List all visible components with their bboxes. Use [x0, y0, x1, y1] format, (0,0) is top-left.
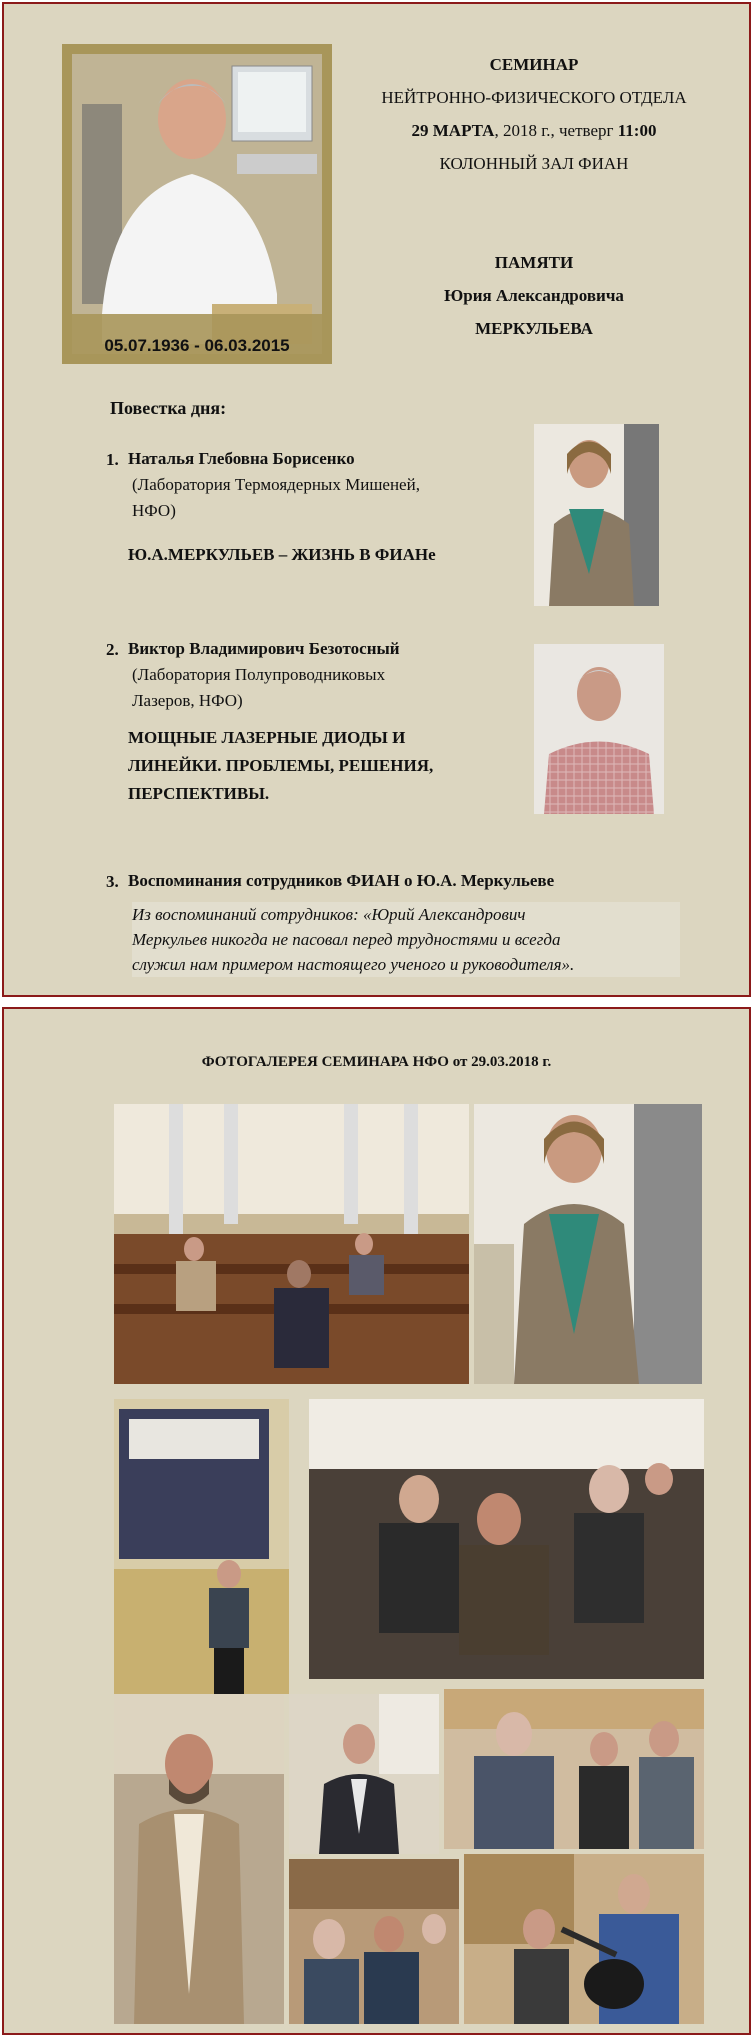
department-name: НЕЙТРОННО-ФИЗИЧЕСКОГО ОТДЕЛА	[381, 88, 687, 107]
agenda-item-2	[128, 636, 528, 808]
speaker-affiliation: Лазеров, НФО)	[132, 691, 243, 710]
photo-gallery-panel	[2, 1007, 751, 2035]
quote-line: Меркульев никогда не пасовал перед трудностями и всегда	[132, 930, 561, 949]
talk-topic-line: МОЩНЫЕ ЛАЗЕРНЫЕ ДИОДЫ И	[128, 728, 406, 747]
memorial-header	[334, 246, 734, 345]
speaker-name: Наталья Глебовна Борисенко	[128, 449, 355, 468]
agenda-item-number: 1.	[106, 450, 119, 469]
memorial-surname: МЕРКУЛЬЕВА	[475, 319, 593, 338]
seminar-date: 29 МАРТА	[411, 121, 495, 140]
portrait-photo	[62, 44, 332, 364]
agenda-item-1	[128, 446, 528, 568]
gallery-photo-man-2	[289, 1694, 439, 1854]
seminar-date-rest: , 2018 г., четверг	[494, 121, 618, 140]
gallery-photo-guitar	[464, 1854, 704, 2024]
memorial-label: ПАМЯТИ	[494, 253, 574, 272]
memorial-name: Юрия Александровича	[444, 286, 624, 305]
gallery-photo-audience	[309, 1399, 704, 1679]
portrait-dates: 05.07.1936 - 06.03.2015	[104, 336, 290, 355]
gallery-photo-hall	[114, 1104, 469, 1384]
agenda-item-3: Воспоминания сотрудников ФИАН о Ю.А. Меркульеве	[128, 871, 555, 890]
speaker-affiliation: (Лаборатория Полупроводниковых	[132, 665, 386, 684]
seminar-datetime	[334, 114, 734, 147]
talk-topic-line: ПЕРСПЕКТИВЫ.	[128, 784, 270, 803]
seminar-time: 11:00	[617, 121, 657, 140]
talk-topic-line: ЛИНЕЙКИ. ПРОБЛЕМЫ, РЕШЕНИЯ,	[128, 756, 434, 775]
announcement-panel	[2, 2, 751, 997]
speaker-name: Виктор Владимирович Безотосный	[128, 639, 400, 658]
speaker-2-photo	[534, 644, 664, 814]
memory-quote	[132, 902, 680, 977]
gallery-photo-audience-2	[289, 1859, 459, 2024]
seminar-title: СЕМИНАР	[489, 55, 579, 74]
seminar-venue: КОЛОННЫЙ ЗАЛ ФИАН	[439, 154, 629, 173]
gallery-photo-screen-speaker	[114, 1399, 289, 1694]
agenda-title: Повестка дня:	[110, 398, 227, 418]
gallery-title: ФОТОГАЛЕРЕЯ СЕМИНАРА НФО от 29.03.2018 г.	[201, 1054, 552, 1070]
talk-topic: Ю.А.МЕРКУЛЬЕВ – ЖИЗНЬ В ФИАНе	[128, 545, 436, 564]
seminar-header	[334, 48, 734, 180]
talk-topic	[128, 724, 528, 808]
gallery-photo-speaker-1	[474, 1104, 702, 1384]
agenda-item-number: 3.	[106, 872, 119, 891]
speaker-affiliation: (Лаборатория Термоядерных Мишеней,	[132, 475, 420, 494]
gallery-photo-group	[444, 1689, 704, 1849]
agenda-item-number: 2.	[106, 640, 119, 659]
speaker-1-photo	[534, 424, 659, 606]
speaker-affiliation: НФО)	[132, 501, 176, 520]
gallery-photo-man-1	[114, 1694, 284, 2024]
quote-line: служил нам примером настоящего ученого и руководителя».	[132, 955, 575, 974]
quote-line: Из воспоминаний сотрудников: «Юрий Александрович	[132, 905, 526, 924]
